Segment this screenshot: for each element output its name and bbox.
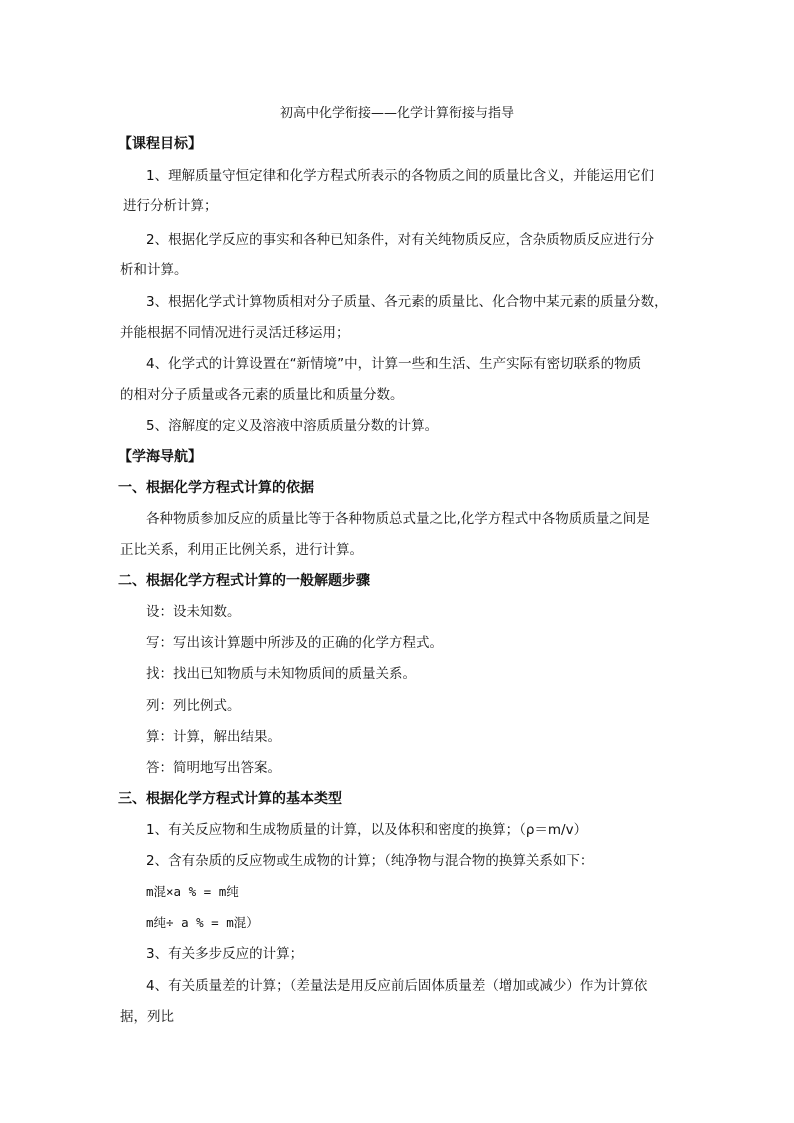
part1-line-2: 正比关系，利用正比例关系，进行计算。 (120, 542, 363, 558)
part1-heading: 一、根据化学方程式计算的依据 (118, 480, 314, 496)
goal-1-line-2: 进行分析计算； (123, 198, 218, 214)
document-title: 初高中化学衔接——化学计算衔接与指导 (279, 106, 514, 121)
goal-4-line-2: 的相对分子质量或各元素的质量比和质量分数。 (120, 387, 404, 403)
part3-item-2: 2、含有杂质的反应物或生成物的计算；（纯净物与混合物的换算关系如下： (146, 853, 594, 869)
goal-3-line-1: 3、根据化学式计算物质相对分子质量、各元素的质量比、化合物中某元素的质量分数， (146, 294, 668, 310)
part3-item-1: 1、有关反应物和生成物质量的计算，以及体积和密度的换算；（ρ＝m/v） (146, 822, 588, 838)
goal-3-line-2: 并能根据不同情况进行灵活迁移运用； (120, 325, 350, 341)
goal-2-line-2: 析和计算。 (120, 262, 188, 278)
step-find: 找：找出已知物质与未知物质间的质量关系。 (146, 666, 416, 682)
part3-item-4-line-1: 4、有关质量差的计算；（差量法是用反应前后固体质量差（增加或减少）作为计算依 (146, 978, 648, 994)
goal-5: 5、溶解度的定义及溶液中溶质质量分数的计算。 (146, 418, 439, 434)
step-set: 设：设未知数。 (146, 604, 241, 620)
part1-line-1: 各种物质参加反应的质量比等于各种物质总式量之比,化学方程式中各物质质量之间是 (146, 511, 650, 527)
heading-course-goals: 【课程目标】 (118, 136, 202, 152)
goal-1-line-1: 1、理解质量守恒定律和化学方程式所表示的各物质之间的质量比含义，并能运用它们 (146, 168, 655, 184)
step-list: 列：列比例式。 (146, 698, 241, 714)
part3-heading: 三、根据化学方程式计算的基本类型 (118, 791, 342, 807)
step-calculate: 算：计算，解出结果。 (146, 729, 281, 745)
goal-2-line-1: 2、根据化学反应的事实和各种已知条件，对有关纯物质反应，含杂质物质反应进行分 (146, 232, 655, 248)
heading-study-guide: 【学海导航】 (118, 449, 202, 465)
step-answer: 答：简明地写出答案。 (146, 760, 281, 776)
formula-mixed-to-pure: m混×a % = m纯 (146, 884, 239, 899)
step-write: 写：写出该计算题中所涉及的正确的化学方程式。 (146, 635, 443, 651)
part2-heading: 二、根据化学方程式计算的一般解题步骤 (118, 573, 370, 589)
goal-4-line-1: 4、化学式的计算设置在“新情境”中，计算一些和生活、生产实际有密切联系的物质 (146, 356, 642, 372)
part3-item-4-line-2: 据，列比 (120, 1009, 174, 1025)
formula-pure-to-mixed: m纯÷ a % = m混） (146, 915, 259, 930)
part3-item-3: 3、有关多步反应的计算； (146, 946, 304, 962)
